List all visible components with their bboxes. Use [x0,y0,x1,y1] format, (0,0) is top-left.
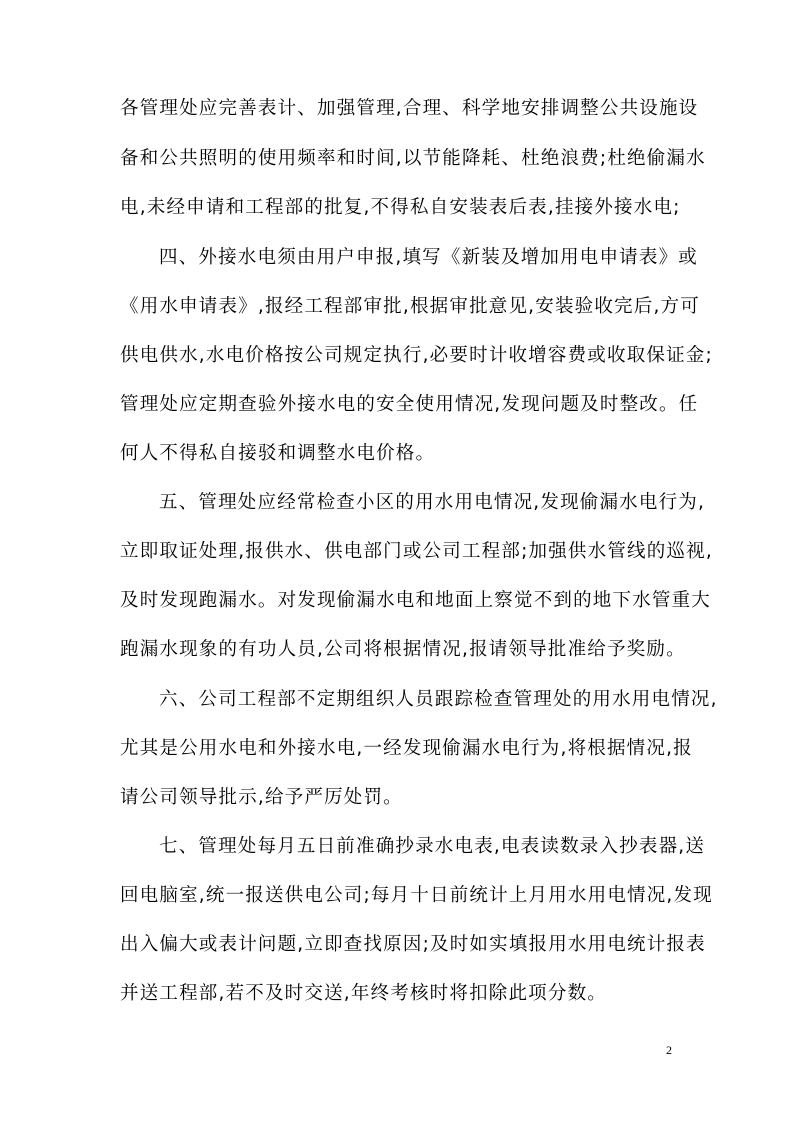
paragraph-start-four: 四、外接水电须由用户申报,填写《新装及增加用电申请表》或 [159,247,698,268]
paragraph-start-seven: 七、管理处每月五日前准确抄录水电表,电表读数录入抄表器,送 [159,836,706,857]
text-line: 电,未经申请和工程部的批复,不得私自安装表后表,挂接外接水电; [120,197,681,218]
text-line: 尤其是公用水电和外接水电,一经发现偷漏水电行为,将根据情况,报 [120,738,693,759]
text-line: 回电脑室,统一报送供电公司;每月十日前统计上月用水用电情况,发现 [120,885,713,906]
text-line: 出入偏大或表计问题,立即查找原因;及时如实填报用水用电统计报表 [120,934,706,955]
text-line: 供电供水,水电价格按公司规定执行,必要时计收增容费或收取保证金; [120,345,713,366]
text-line: 立即取证处理,报供水、供电部门或公司工程部;加强供水管线的巡视, [120,541,713,562]
text-line: 各管理处应完善表计、加强管理,合理、科学地安排调整公共设施设 [120,98,699,119]
paragraph-start-five: 五、管理处应经常检查小区的用水用电情况,发现偷漏水电行为, [159,492,706,513]
page-number: 2 [666,1043,672,1057]
text-line: 并送工程部,若不及时交送,年终考核时将扣除此项分数。 [120,983,607,1004]
text-line: 请公司领导批示,给予严厉处罚。 [120,787,403,808]
text-line: 何人不得私自接驳和调整水电价格。 [120,443,436,464]
text-line: 及时发现跑漏水。对发现偷漏水电和地面上察觉不到的地下水管重大 [120,590,712,611]
text-line: 跑漏水现象的有功人员,公司将根据情况,报请领导批准给予奖励。 [120,639,686,660]
text-line: 管理处应定期查验外接水电的安全使用情况,发现问题及时整改。任 [120,394,699,415]
text-line: 备和公共照明的使用频率和时间,以节能降耗、杜绝浪费;杜绝偷漏水 [120,148,706,169]
text-line: 《用水申请表》,报经工程部审批,根据审批意见,安装验收完后,方可 [120,296,700,317]
paragraph-start-six: 六、公司工程部不定期组织人员跟踪检查管理处的用水用电情况, [159,689,718,710]
